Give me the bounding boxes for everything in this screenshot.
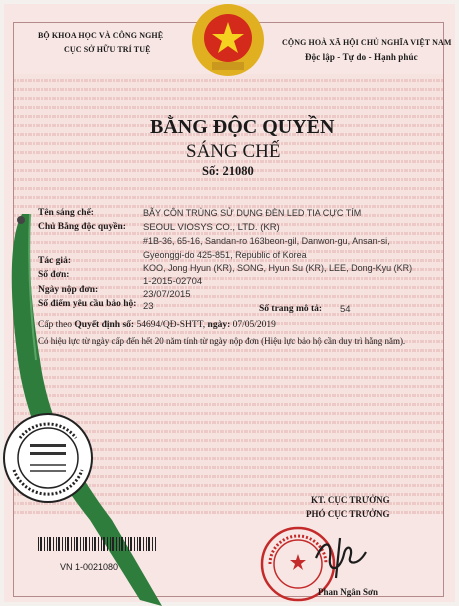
- date-value: 07/05/2019: [230, 320, 276, 330]
- country-name: CỘNG HOÀ XÃ HỘI CHỦ NGHĨA VIỆT NAM: [282, 38, 452, 47]
- certificate-title: BẰNG ĐỘC QUYỀN: [150, 116, 335, 138]
- signer-name: Phan Ngân Sơn: [318, 587, 379, 597]
- pages-value: 54: [340, 304, 351, 315]
- address-line1: #1B-36, 65-16, Sandan-ro 163beon-gil, Danwon-gu, Ansan-si,: [143, 236, 390, 246]
- serial-number: VN 1-0021080: [60, 562, 119, 572]
- certificate-number: Số: 21080: [202, 164, 254, 178]
- date-label: ngày:: [207, 320, 231, 330]
- signer-title-1: KT. CỤC TRƯỞNG: [311, 495, 390, 505]
- claims-value: 23: [143, 301, 154, 312]
- decision-line: [38, 320, 276, 330]
- decision-label: Quyết định số:: [74, 320, 135, 330]
- name-label: Tên sáng chế:: [38, 208, 94, 218]
- claims-label: Số điểm yêu cầu bảo hộ:: [38, 299, 137, 309]
- validity-text: Có hiệu lực từ ngày cấp đến hết 20 năm tính từ ngày nộp đơn (Hiệu lực bảo hộ cần duy trì hằng năm).: [38, 336, 406, 346]
- owner-label: Chủ Bằng độc quyền:: [38, 222, 126, 232]
- certificate-subtitle: SÁNG CHẾ: [186, 141, 281, 162]
- decision-value: 54694/QĐ-SHTT,: [134, 320, 208, 330]
- app-no-label: Số đơn:: [38, 270, 70, 280]
- signature-mark-icon: [310, 532, 380, 582]
- ministry-name: BỘ KHOA HỌC VÀ CÔNG NGHỆ: [38, 31, 164, 40]
- motto: Độc lập - Tự do - Hạnh phúc: [305, 52, 418, 62]
- ip-office-seal-icon: [0, 408, 100, 508]
- owner-value: SEOUL VIOSYS CO., LTD. (KR): [143, 222, 280, 233]
- office-name: CỤC SỞ HỮU TRÍ TUỆ: [64, 45, 151, 54]
- app-no-value: 1-2015-02704: [143, 276, 203, 287]
- address-line2: Gyeonggi-do 425-851, Republic of Korea: [143, 250, 307, 260]
- decision-prefix: Cấp theo: [38, 320, 75, 330]
- filing-value: 23/07/2015: [143, 289, 191, 300]
- name-value: BẪY CÔN TRÙNG SỬ DỤNG ĐÈN LED TIA CỰC TÍM: [143, 208, 362, 218]
- pages-label: Số trang mô tả:: [259, 304, 323, 314]
- barcode: [38, 537, 156, 551]
- author-value: KOO, Jong Hyun (KR), SONG, Hyun Su (KR), LEE, Dong-Kyu (KR): [143, 263, 413, 273]
- signer-title-2: PHÓ CỤC TRƯỞNG: [306, 509, 390, 519]
- national-emblem-icon: [188, 0, 268, 80]
- filing-label: Ngày nộp đơn:: [38, 285, 99, 295]
- author-label: Tác giả:: [38, 256, 71, 266]
